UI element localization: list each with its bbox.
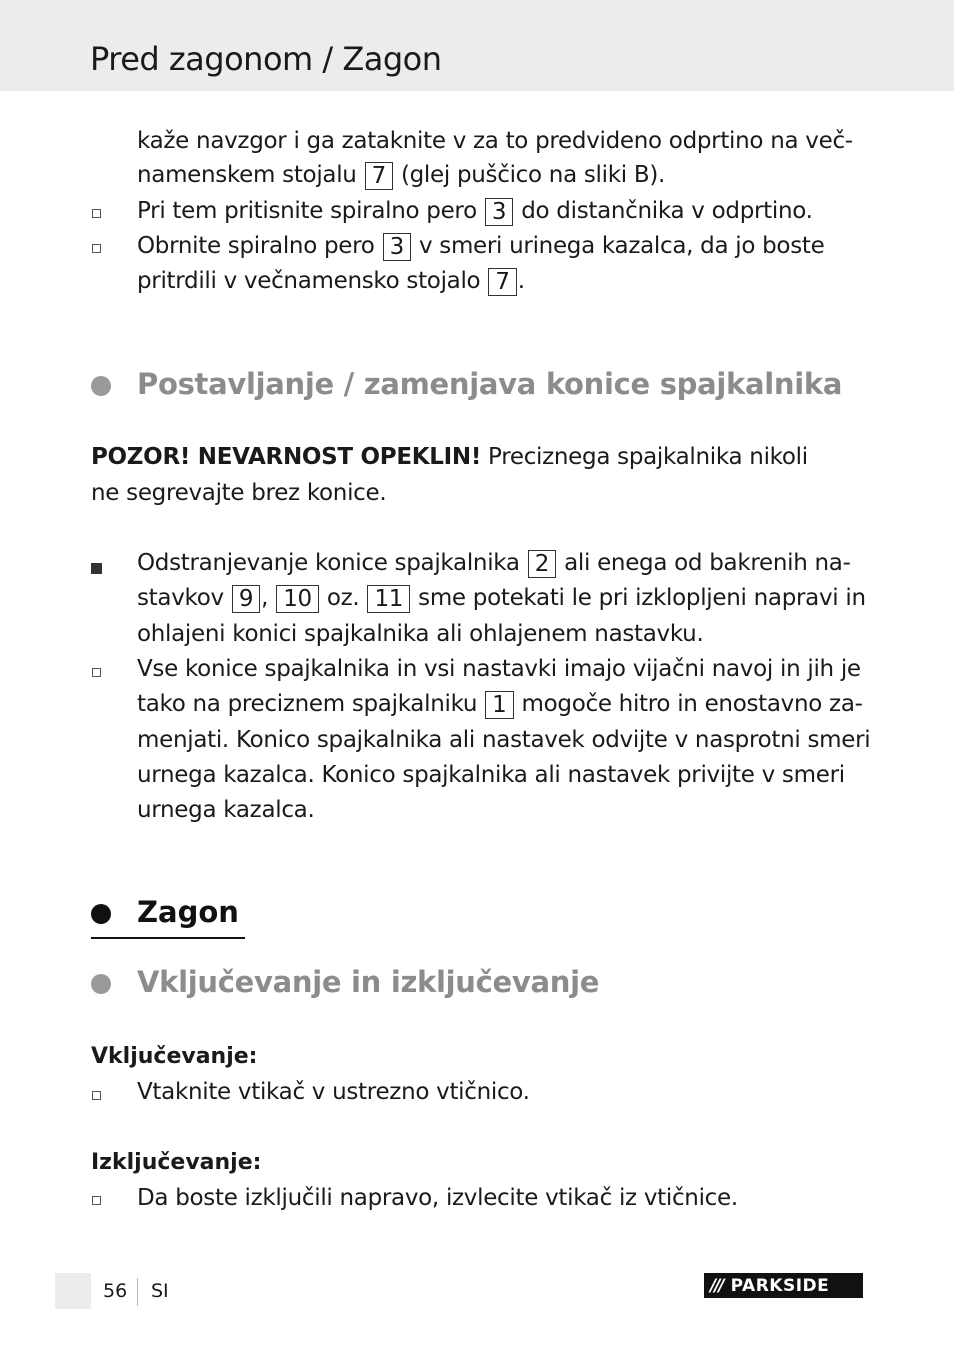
paragraph-2-line-1: Vse konice spajkalnika in vsi nastavki imajo vijačni navoj in jih je — [137, 656, 861, 682]
logo-brand-name: PARKSIDE — [730, 1275, 830, 1296]
square-bullet-icon — [91, 563, 102, 574]
warning-line-1 — [91, 444, 808, 470]
bullet-text: Pri tem pritisnite spiralno pero — [137, 198, 477, 224]
section-heading-startup: Zagon — [137, 895, 239, 929]
section-bullet-icon — [91, 974, 111, 994]
bullet-icon — [92, 1196, 101, 1205]
bullet-text: Obrnite spiralno pero — [137, 233, 375, 259]
heading-underline — [91, 937, 245, 939]
part-ref-9: 9 — [232, 585, 260, 613]
paragraph-text: , — [261, 585, 269, 611]
bullet-icon — [92, 244, 101, 253]
paragraph-1-line-2 — [137, 585, 866, 613]
paragraph-text: ali enega od bakrenih na- — [564, 550, 851, 576]
page-header — [0, 0, 954, 91]
warning-text: Preciznega spajkalnika nikoli — [488, 444, 808, 470]
warning-label: POZOR! NEVARNOST OPEKLIN! — [91, 444, 482, 470]
part-ref-2: 2 — [528, 550, 556, 578]
paragraph-1-line-3: ohlajeni konici spajkalnika ali ohlajenem nastavku. — [137, 621, 704, 647]
page-title: Pred zagonom / Zagon — [90, 40, 442, 78]
paragraph-2-line-3: menjati. Konico spajkalnika ali nastavek odvijte v nasprotni smeri — [137, 727, 871, 753]
part-ref-1: 1 — [485, 691, 513, 719]
bullet-item-2-cont — [137, 268, 525, 296]
bullet-text: pritrdili v večnamensko stojalo — [137, 268, 481, 294]
paragraph-text: mogoče hitro in enostavno za- — [521, 691, 863, 717]
footer-tab — [55, 1273, 91, 1309]
warning-line-2: ne segrevajte brez konice. — [91, 480, 387, 506]
bullet-text: v smeri urinega kazalca, da jo boste — [418, 233, 825, 259]
paragraph-text: tako na preciznem spajkalniku — [137, 691, 478, 717]
switch-off-instruction: Da boste izključili napravo, izvlecite vtikač iz vtičnice. — [137, 1185, 738, 1211]
parkside-logo — [704, 1273, 863, 1298]
logo-slashes-icon: /// — [710, 1275, 723, 1296]
paragraph-2-line-4: urnega kazalca. Konico spajkalnika ali nastavek privijte v smeri — [137, 762, 845, 788]
intro-line-2 — [137, 162, 665, 190]
section-heading-on-off: Vključevanje in izključevanje — [137, 965, 600, 999]
bullet-icon — [92, 668, 101, 677]
intro-text: namenskem stojalu — [137, 162, 357, 188]
paragraph-text: oz. — [326, 585, 360, 611]
part-ref-7: 7 — [365, 162, 393, 190]
intro-text: (glej puščico na sliki B). — [400, 162, 666, 188]
subheading-switch-off: Izključevanje: — [91, 1150, 262, 1175]
bullet-icon — [92, 1091, 101, 1100]
part-ref-10: 10 — [276, 585, 319, 613]
bullet-icon — [92, 209, 101, 218]
paragraph-text: sme potekati le pri izklopljeni napravi in — [418, 585, 866, 611]
section-bullet-icon — [91, 376, 111, 396]
paragraph-1-line-1 — [137, 550, 851, 578]
paragraph-2-line-5: urnega kazalca. — [137, 797, 315, 823]
language-code: SI — [151, 1280, 169, 1302]
paragraph-text: stavkov — [137, 585, 224, 611]
intro-line-1: kaže navzgor i ga zataknite v za to predvideno odprtino na več- — [137, 128, 853, 154]
subheading-switch-on: Vključevanje: — [91, 1044, 258, 1069]
bullet-item-1 — [137, 198, 813, 226]
part-ref-3: 3 — [485, 198, 513, 226]
bullet-text: do distančnika v odprtino. — [521, 198, 813, 224]
footer-divider — [137, 1278, 138, 1306]
switch-on-instruction: Vtaknite vtikač v ustrezno vtičnico. — [137, 1079, 530, 1105]
bullet-text: . — [517, 268, 525, 294]
section-bullet-icon — [91, 904, 111, 924]
paragraph-2-line-2 — [137, 691, 863, 719]
bullet-item-2 — [137, 233, 824, 261]
section-heading-tip-replace: Postavljanje / zamenjava konice spajkalnika — [137, 367, 843, 401]
part-ref-3: 3 — [383, 233, 411, 261]
part-ref-7: 7 — [488, 268, 516, 296]
page-number: 56 — [103, 1280, 128, 1302]
part-ref-11: 11 — [367, 585, 410, 613]
paragraph-text: Odstranjevanje konice spajkalnika — [137, 550, 520, 576]
